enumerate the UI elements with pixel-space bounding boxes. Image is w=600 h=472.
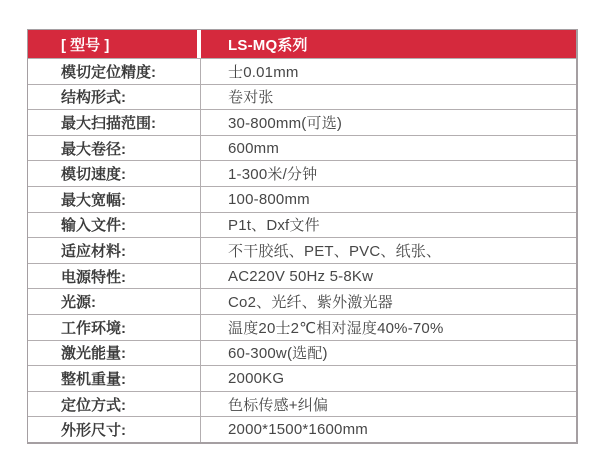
spec-value: 色标传感+纠偏 [228,396,329,414]
spec-value: 1-300米/分钟 [228,166,318,184]
spec-row [28,340,576,366]
spec-value: 100-800mm [228,190,310,208]
spec-row [28,263,576,289]
spec-row [28,109,576,135]
spec-label: 最大扫描范围: [28,110,201,135]
spec-value: 士0.01mm [228,63,299,81]
spec-row [28,314,576,340]
spec-label: 适应材料: [28,238,201,263]
spec-row [28,135,576,161]
spec-value: AC220V 50Hz 5-8Kw [228,267,374,285]
spec-rows [28,58,576,442]
spec-value: 60-300w(选配) [228,345,328,363]
spec-row [28,160,576,186]
spec-row [28,186,576,212]
spec-table [27,29,578,444]
spec-label: 模切速度: [28,161,201,186]
spec-value: P1t、Dxf文件 [228,217,320,235]
spec-value: 不干胶纸、PET、PVC、纸张、 [228,242,442,260]
spec-row [28,391,576,417]
spec-label: 工作环境: [28,315,201,340]
spec-label: 定位方式: [28,392,201,417]
table-header-row [28,30,576,58]
spec-row [28,237,576,263]
spec-label: 光源: [28,289,201,314]
spec-label: 最大宽幅: [28,187,201,212]
header-series-value: LS-MQ系列 [201,30,576,58]
spec-value: Co2、光纤、紫外激光器 [228,294,393,312]
spec-value: 卷对张 [228,89,274,107]
spec-label: 外形尺寸: [28,417,201,442]
spec-row [28,212,576,238]
spec-value: 温度20士2℃相对湿度40%-70% [228,319,444,337]
spec-label: 输入文件: [28,213,201,238]
spec-row [28,365,576,391]
spec-value: 600mm [228,139,280,157]
spec-label: 电源特性: [28,264,201,289]
spec-row [28,416,576,442]
spec-value: 2000*1500*1600mm [228,421,368,439]
spec-label: 模切定位精度: [28,59,201,84]
spec-value: 2000KG [228,369,285,387]
spec-row [28,288,576,314]
spec-label: 激光能量: [28,341,201,366]
spec-value: 30-800mm(可选) [228,114,343,132]
spec-label: 整机重量: [28,366,201,391]
spec-label: 最大卷径: [28,136,201,161]
spec-label: 结构形式: [28,85,201,110]
header-model-label: [ 型号 ] [28,30,201,58]
spec-row [28,58,576,84]
spec-row [28,84,576,110]
